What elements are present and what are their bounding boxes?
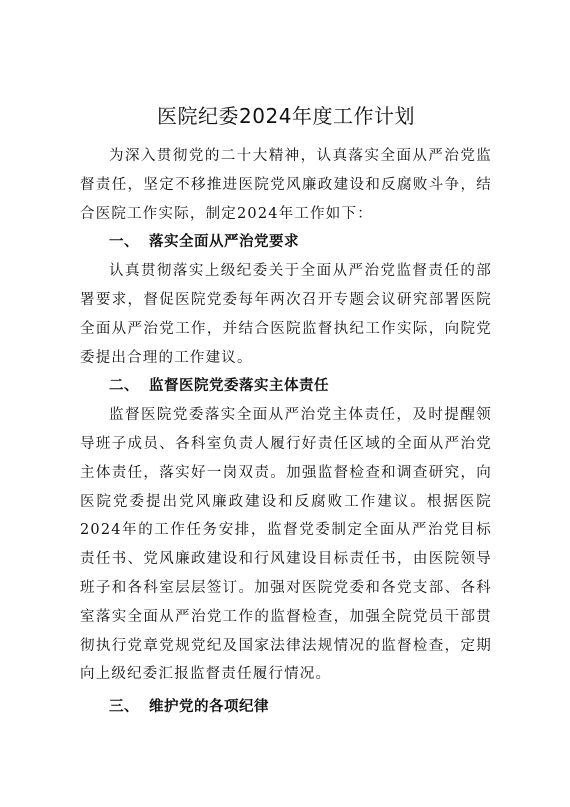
section-heading-2 <box>80 372 492 401</box>
section-heading-text: 落实全面从严治党要求 <box>149 234 299 251</box>
section-number: 三、 <box>109 699 139 716</box>
section-heading-text: 维护党的各项纪律 <box>149 699 269 716</box>
section-heading-text: 监督医院党委落实主体责任 <box>149 378 329 395</box>
section-heading-3 <box>80 693 492 722</box>
intro-paragraph: 为深入贯彻党的二十大精神，认真落实全面从严治党监督责任，坚定不移推进医院党风廉政建设和反腐败斗争，结合医院工作实际，制定2024年工作如下： <box>80 148 492 222</box>
section-body-1: 认真贯彻落实上级纪委关于全面从严治党监督责任的部署要求，督促医院党委每年两次召开专题会议研究部署医院全面从严治党工作，并结合医院监督执纪工作实际，向院党委提出合理的工作建议。 <box>80 263 492 366</box>
section-number: 二、 <box>109 378 139 395</box>
section-number: 一、 <box>109 234 139 251</box>
document-title: 医院纪委2024年度工作计划 <box>157 104 415 128</box>
section-body-2: 监督医院党委落实全面从严治党主体责任，及时提醒领导班子成员、各科室负责人履行好责任区域的全面从严治党主体责任，落实好一岗双责。加强监督检查和调查研究，向医院党委提出党风廉政建设和反腐败工作建议。根据医院2024年的工作任务安排，监督党委制定全面从严治党目标责任书、党风廉政建设和行风建设目标责任书，由医院领导班子和各科室层层签订。加强对医院党委和各党支部、各科室落实全面从严治党工作的监督检查，加强全院党员干部贯彻执行党章党规党纪及国家法律法规情况的监督检查，定期向上级纪委汇报监督责任履行情况。 <box>80 407 492 683</box>
document-page <box>80 100 492 722</box>
section-heading-1 <box>80 228 492 257</box>
